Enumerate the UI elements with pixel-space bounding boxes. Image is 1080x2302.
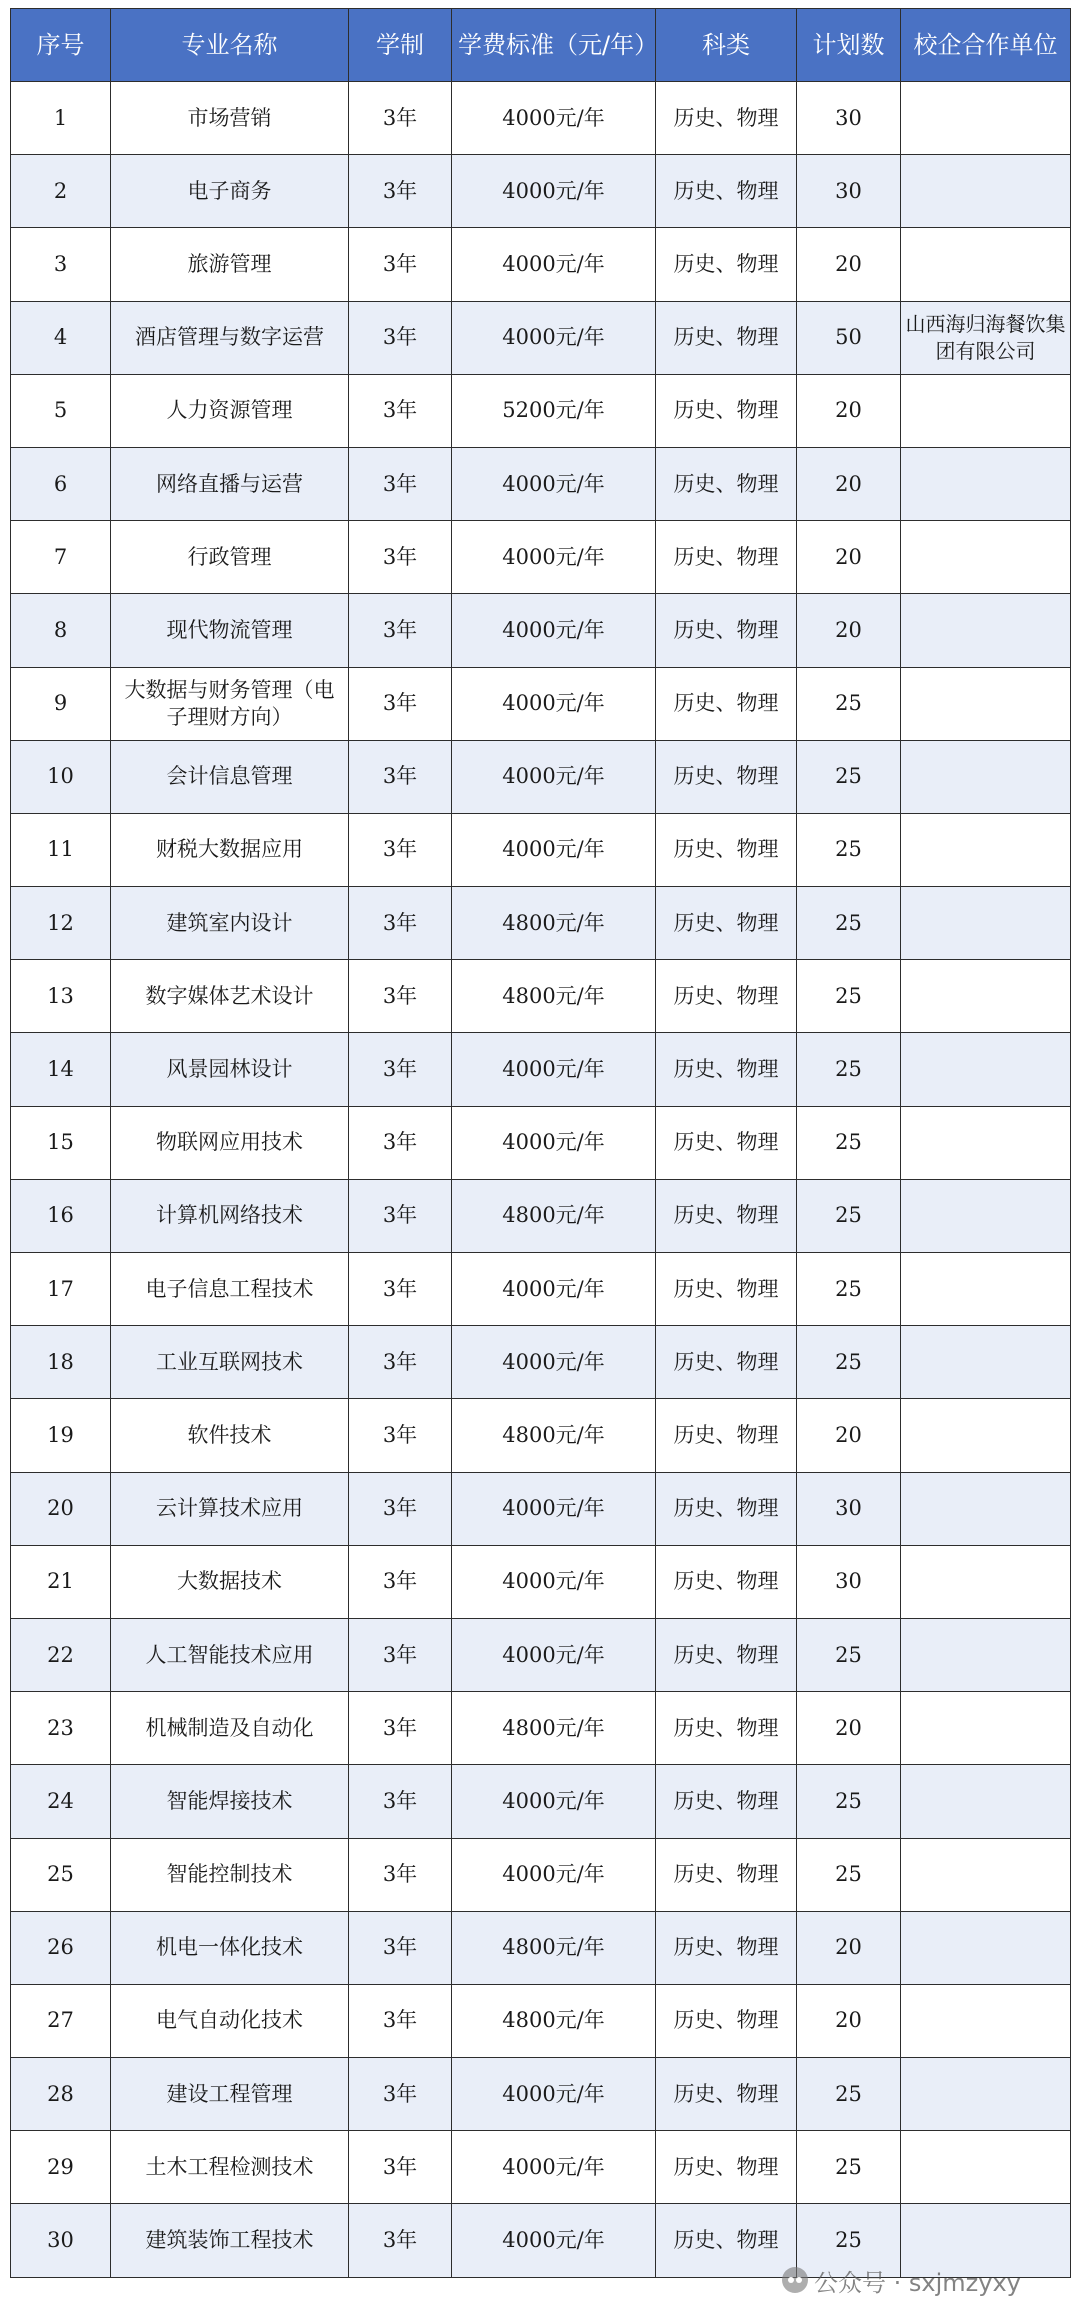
- cell-program-length: 3年: [349, 887, 452, 960]
- table-row: [11, 667, 1071, 740]
- cell-major-name: 智能焊接技术: [111, 1765, 349, 1838]
- cell-major-name: 网络直播与运营: [111, 447, 349, 520]
- header-enrollment-plan: 计划数: [797, 9, 901, 82]
- cell-program-length: 3年: [349, 667, 452, 740]
- cell-major-name: 人工智能技术应用: [111, 1618, 349, 1691]
- cell-subject-category: 历史、物理: [656, 594, 797, 667]
- table-row: [11, 1033, 1071, 1106]
- cell-tuition-fee: 4000元/年: [452, 82, 656, 155]
- cell-tuition-fee: 4000元/年: [452, 1326, 656, 1399]
- cell-enrollment-plan: 20: [797, 594, 901, 667]
- cell-program-length: 3年: [349, 1545, 452, 1618]
- cell-tuition-fee: 4000元/年: [452, 1545, 656, 1618]
- cell-no: 23: [11, 1692, 111, 1765]
- cell-no: 26: [11, 1911, 111, 1984]
- cell-enrollment-plan: 25: [797, 740, 901, 813]
- cell-major-name: 机械制造及自动化: [111, 1692, 349, 1765]
- table-row: [11, 447, 1071, 520]
- table-row: [11, 1106, 1071, 1179]
- cell-cooperating-company: [901, 1765, 1071, 1838]
- cell-subject-category: 历史、物理: [656, 813, 797, 886]
- cell-enrollment-plan: 25: [797, 1618, 901, 1691]
- header-major-name: 专业名称: [111, 9, 349, 82]
- cell-no: 18: [11, 1326, 111, 1399]
- cell-major-name: 建筑装饰工程技术: [111, 2204, 349, 2277]
- cell-program-length: 3年: [349, 2058, 452, 2131]
- cell-no: 25: [11, 1838, 111, 1911]
- cell-no: 13: [11, 960, 111, 1033]
- cell-tuition-fee: 4000元/年: [452, 228, 656, 301]
- cell-tuition-fee: 4000元/年: [452, 1106, 656, 1179]
- cell-subject-category: 历史、物理: [656, 2131, 797, 2204]
- cell-enrollment-plan: 25: [797, 887, 901, 960]
- header-cooperating-company: 校企合作单位: [901, 9, 1071, 82]
- cell-tuition-fee: 4000元/年: [452, 740, 656, 813]
- cell-tuition-fee: 4000元/年: [452, 2058, 656, 2131]
- cell-enrollment-plan: 25: [797, 1106, 901, 1179]
- cell-major-name: 酒店管理与数字运营: [111, 301, 349, 374]
- cell-no: 4: [11, 301, 111, 374]
- cell-tuition-fee: 4000元/年: [452, 2131, 656, 2204]
- cell-program-length: 3年: [349, 960, 452, 1033]
- cell-major-name: 财税大数据应用: [111, 813, 349, 886]
- cell-no: 3: [11, 228, 111, 301]
- cell-subject-category: 历史、物理: [656, 1692, 797, 1765]
- cell-major-name: 大数据与财务管理（电子理财方向）: [111, 667, 349, 740]
- cell-subject-category: 历史、物理: [656, 1033, 797, 1106]
- cell-cooperating-company: [901, 155, 1071, 228]
- cell-enrollment-plan: 50: [797, 301, 901, 374]
- cell-cooperating-company: [901, 1692, 1071, 1765]
- cell-major-name: 数字媒体艺术设计: [111, 960, 349, 1033]
- cell-enrollment-plan: 20: [797, 228, 901, 301]
- cell-program-length: 3年: [349, 1179, 452, 1252]
- table-row: [11, 1399, 1071, 1472]
- table-row: [11, 521, 1071, 594]
- cell-major-name: 建设工程管理: [111, 2058, 349, 2131]
- cell-enrollment-plan: 25: [797, 2204, 901, 2277]
- cell-subject-category: 历史、物理: [656, 521, 797, 594]
- table-row: [11, 740, 1071, 813]
- cell-tuition-fee: 4800元/年: [452, 1179, 656, 1252]
- cell-subject-category: 历史、物理: [656, 301, 797, 374]
- cell-cooperating-company: [901, 1838, 1071, 1911]
- cell-subject-category: 历史、物理: [656, 2058, 797, 2131]
- cell-subject-category: 历史、物理: [656, 1984, 797, 2057]
- cell-cooperating-company: [901, 1106, 1071, 1179]
- cell-no: 5: [11, 374, 111, 447]
- table-row: [11, 1838, 1071, 1911]
- cell-major-name: 土木工程检测技术: [111, 2131, 349, 2204]
- cell-program-length: 3年: [349, 82, 452, 155]
- cell-major-name: 软件技术: [111, 1399, 349, 1472]
- cell-no: 21: [11, 1545, 111, 1618]
- cell-tuition-fee: 4000元/年: [452, 667, 656, 740]
- cell-tuition-fee: 4800元/年: [452, 960, 656, 1033]
- cell-subject-category: 历史、物理: [656, 1838, 797, 1911]
- table-row: [11, 1984, 1071, 2057]
- cell-program-length: 3年: [349, 740, 452, 813]
- table-row: [11, 1765, 1071, 1838]
- header-program-length: 学制: [349, 9, 452, 82]
- cell-subject-category: 历史、物理: [656, 374, 797, 447]
- cell-enrollment-plan: 25: [797, 960, 901, 1033]
- cell-major-name: 机电一体化技术: [111, 1911, 349, 1984]
- header-subject-category: 科类: [656, 9, 797, 82]
- cell-major-name: 建筑室内设计: [111, 887, 349, 960]
- cell-subject-category: 历史、物理: [656, 667, 797, 740]
- cell-cooperating-company: [901, 1472, 1071, 1545]
- cell-cooperating-company: [901, 667, 1071, 740]
- cell-major-name: 大数据技术: [111, 1545, 349, 1618]
- cell-tuition-fee: 4000元/年: [452, 447, 656, 520]
- cell-no: 16: [11, 1179, 111, 1252]
- cell-no: 9: [11, 667, 111, 740]
- cell-program-length: 3年: [349, 1692, 452, 1765]
- cell-program-length: 3年: [349, 155, 452, 228]
- cell-cooperating-company: [901, 740, 1071, 813]
- cell-program-length: 3年: [349, 1253, 452, 1326]
- cell-program-length: 3年: [349, 228, 452, 301]
- cell-enrollment-plan: 25: [797, 1838, 901, 1911]
- cell-no: 15: [11, 1106, 111, 1179]
- table-row: [11, 1179, 1071, 1252]
- cell-enrollment-plan: 25: [797, 1326, 901, 1399]
- cell-no: 22: [11, 1618, 111, 1691]
- cell-enrollment-plan: 30: [797, 1545, 901, 1618]
- cell-enrollment-plan: 30: [797, 82, 901, 155]
- table-row: [11, 813, 1071, 886]
- cell-program-length: 3年: [349, 521, 452, 594]
- cell-no: 10: [11, 740, 111, 813]
- table-row: [11, 1692, 1071, 1765]
- table-row: [11, 301, 1071, 374]
- cell-enrollment-plan: 30: [797, 1472, 901, 1545]
- cell-enrollment-plan: 20: [797, 1692, 901, 1765]
- cell-subject-category: 历史、物理: [656, 228, 797, 301]
- cell-enrollment-plan: 25: [797, 2058, 901, 2131]
- cell-enrollment-plan: 20: [797, 1399, 901, 1472]
- table-row: [11, 1618, 1071, 1691]
- cell-program-length: 3年: [349, 1838, 452, 1911]
- cell-tuition-fee: 5200元/年: [452, 374, 656, 447]
- cell-program-length: 3年: [349, 1618, 452, 1691]
- cell-enrollment-plan: 20: [797, 1911, 901, 1984]
- cell-no: 19: [11, 1399, 111, 1472]
- cell-enrollment-plan: 25: [797, 1765, 901, 1838]
- cell-program-length: 3年: [349, 1106, 452, 1179]
- cell-subject-category: 历史、物理: [656, 1765, 797, 1838]
- cell-tuition-fee: 4000元/年: [452, 594, 656, 667]
- cell-cooperating-company: [901, 374, 1071, 447]
- cell-subject-category: 历史、物理: [656, 1106, 797, 1179]
- cell-tuition-fee: 4000元/年: [452, 155, 656, 228]
- cell-program-length: 3年: [349, 374, 452, 447]
- cell-no: 8: [11, 594, 111, 667]
- table-row: [11, 374, 1071, 447]
- cell-major-name: 智能控制技术: [111, 1838, 349, 1911]
- cell-tuition-fee: 4000元/年: [452, 1765, 656, 1838]
- cell-tuition-fee: 4800元/年: [452, 887, 656, 960]
- cell-major-name: 计算机网络技术: [111, 1179, 349, 1252]
- admissions-plan-table-container: [10, 8, 1070, 2278]
- cell-subject-category: 历史、物理: [656, 1326, 797, 1399]
- table-row: [11, 1545, 1071, 1618]
- cell-major-name: 现代物流管理: [111, 594, 349, 667]
- cell-major-name: 风景园林设计: [111, 1033, 349, 1106]
- cell-no: 30: [11, 2204, 111, 2277]
- cell-tuition-fee: 4800元/年: [452, 1692, 656, 1765]
- cell-tuition-fee: 4000元/年: [452, 301, 656, 374]
- cell-tuition-fee: 4800元/年: [452, 1399, 656, 1472]
- cell-subject-category: 历史、物理: [656, 2204, 797, 2277]
- cell-subject-category: 历史、物理: [656, 1618, 797, 1691]
- cell-program-length: 3年: [349, 1984, 452, 2057]
- cell-major-name: 电气自动化技术: [111, 1984, 349, 2057]
- watermark-label: 公众号 · sxjmzyxy: [814, 2268, 1021, 2297]
- cell-program-length: 3年: [349, 447, 452, 520]
- cell-major-name: 旅游管理: [111, 228, 349, 301]
- cell-enrollment-plan: 25: [797, 1179, 901, 1252]
- cell-program-length: 3年: [349, 1765, 452, 1838]
- cell-enrollment-plan: 20: [797, 1984, 901, 2057]
- cell-program-length: 3年: [349, 813, 452, 886]
- cell-subject-category: 历史、物理: [656, 1179, 797, 1252]
- cell-subject-category: 历史、物理: [656, 740, 797, 813]
- table-body: [11, 82, 1071, 2278]
- cell-enrollment-plan: 25: [797, 667, 901, 740]
- cell-tuition-fee: 4000元/年: [452, 813, 656, 886]
- cell-major-name: 市场营销: [111, 82, 349, 155]
- cell-program-length: 3年: [349, 1472, 452, 1545]
- cell-cooperating-company: [901, 521, 1071, 594]
- cell-subject-category: 历史、物理: [656, 1545, 797, 1618]
- cell-tuition-fee: 4000元/年: [452, 1838, 656, 1911]
- table-row: [11, 155, 1071, 228]
- table-row: [11, 960, 1071, 1033]
- cell-no: 2: [11, 155, 111, 228]
- cell-program-length: 3年: [349, 1911, 452, 1984]
- cell-cooperating-company: [901, 2131, 1071, 2204]
- cell-subject-category: 历史、物理: [656, 887, 797, 960]
- cell-subject-category: 历史、物理: [656, 1472, 797, 1545]
- cell-cooperating-company: [901, 813, 1071, 886]
- cell-major-name: 会计信息管理: [111, 740, 349, 813]
- cell-cooperating-company: [901, 228, 1071, 301]
- cell-cooperating-company: [901, 1326, 1071, 1399]
- cell-subject-category: 历史、物理: [656, 1253, 797, 1326]
- cell-subject-category: 历史、物理: [656, 82, 797, 155]
- cell-cooperating-company: [901, 1911, 1071, 1984]
- cell-subject-category: 历史、物理: [656, 1911, 797, 1984]
- table-row: [11, 82, 1071, 155]
- cell-no: 14: [11, 1033, 111, 1106]
- cell-cooperating-company: 山西海归海餐饮集团有限公司: [901, 301, 1071, 374]
- cell-program-length: 3年: [349, 2204, 452, 2277]
- watermark: [782, 2264, 1021, 2296]
- cell-enrollment-plan: 20: [797, 447, 901, 520]
- cell-tuition-fee: 4000元/年: [452, 1618, 656, 1691]
- cell-major-name: 电子商务: [111, 155, 349, 228]
- table-header-row: [11, 9, 1071, 82]
- table-row: [11, 1472, 1071, 1545]
- table-row: [11, 2131, 1071, 2204]
- cell-subject-category: 历史、物理: [656, 960, 797, 1033]
- cell-cooperating-company: [901, 1618, 1071, 1691]
- cell-tuition-fee: 4000元/年: [452, 2204, 656, 2277]
- cell-major-name: 行政管理: [111, 521, 349, 594]
- cell-cooperating-company: [901, 887, 1071, 960]
- cell-major-name: 物联网应用技术: [111, 1106, 349, 1179]
- cell-cooperating-company: [901, 1984, 1071, 2057]
- cell-program-length: 3年: [349, 301, 452, 374]
- table-row: [11, 1911, 1071, 1984]
- cell-cooperating-company: [901, 82, 1071, 155]
- cell-no: 7: [11, 521, 111, 594]
- cell-program-length: 3年: [349, 2131, 452, 2204]
- cell-subject-category: 历史、物理: [656, 1399, 797, 1472]
- cell-tuition-fee: 4000元/年: [452, 1033, 656, 1106]
- table-row: [11, 594, 1071, 667]
- cell-enrollment-plan: 25: [797, 1253, 901, 1326]
- cell-tuition-fee: 4800元/年: [452, 1984, 656, 2057]
- table-row: [11, 228, 1071, 301]
- table-row: [11, 887, 1071, 960]
- cell-enrollment-plan: 25: [797, 1033, 901, 1106]
- cell-no: 28: [11, 2058, 111, 2131]
- cell-tuition-fee: 4000元/年: [452, 1472, 656, 1545]
- cell-program-length: 3年: [349, 1399, 452, 1472]
- cell-program-length: 3年: [349, 594, 452, 667]
- cell-cooperating-company: [901, 447, 1071, 520]
- cell-tuition-fee: 4000元/年: [452, 1253, 656, 1326]
- cell-no: 12: [11, 887, 111, 960]
- cell-enrollment-plan: 25: [797, 2131, 901, 2204]
- cell-program-length: 3年: [349, 1033, 452, 1106]
- cell-program-length: 3年: [349, 1326, 452, 1399]
- cell-no: 6: [11, 447, 111, 520]
- cell-no: 11: [11, 813, 111, 886]
- table-row: [11, 2058, 1071, 2131]
- header-tuition-fee: 学费标准（元/年）: [452, 9, 656, 82]
- table-row: [11, 1326, 1071, 1399]
- cell-enrollment-plan: 25: [797, 813, 901, 886]
- admissions-plan-table: [10, 8, 1071, 2278]
- cell-subject-category: 历史、物理: [656, 447, 797, 520]
- cell-major-name: 工业互联网技术: [111, 1326, 349, 1399]
- cell-no: 24: [11, 1765, 111, 1838]
- wechat-official-account-icon: [782, 2267, 808, 2293]
- cell-tuition-fee: 4000元/年: [452, 521, 656, 594]
- cell-major-name: 人力资源管理: [111, 374, 349, 447]
- cell-no: 20: [11, 1472, 111, 1545]
- table-row: [11, 1253, 1071, 1326]
- cell-no: 17: [11, 1253, 111, 1326]
- cell-major-name: 电子信息工程技术: [111, 1253, 349, 1326]
- cell-enrollment-plan: 20: [797, 374, 901, 447]
- cell-tuition-fee: 4800元/年: [452, 1911, 656, 1984]
- cell-enrollment-plan: 20: [797, 521, 901, 594]
- header-no: 序号: [11, 9, 111, 82]
- cell-no: 29: [11, 2131, 111, 2204]
- cell-no: 27: [11, 1984, 111, 2057]
- cell-cooperating-company: [901, 1033, 1071, 1106]
- cell-cooperating-company: [901, 594, 1071, 667]
- cell-cooperating-company: [901, 2058, 1071, 2131]
- cell-no: 1: [11, 82, 111, 155]
- cell-enrollment-plan: 30: [797, 155, 901, 228]
- cell-subject-category: 历史、物理: [656, 155, 797, 228]
- cell-cooperating-company: [901, 1253, 1071, 1326]
- cell-cooperating-company: [901, 1399, 1071, 1472]
- cell-cooperating-company: [901, 960, 1071, 1033]
- cell-major-name: 云计算技术应用: [111, 1472, 349, 1545]
- cell-cooperating-company: [901, 1179, 1071, 1252]
- cell-cooperating-company: [901, 1545, 1071, 1618]
